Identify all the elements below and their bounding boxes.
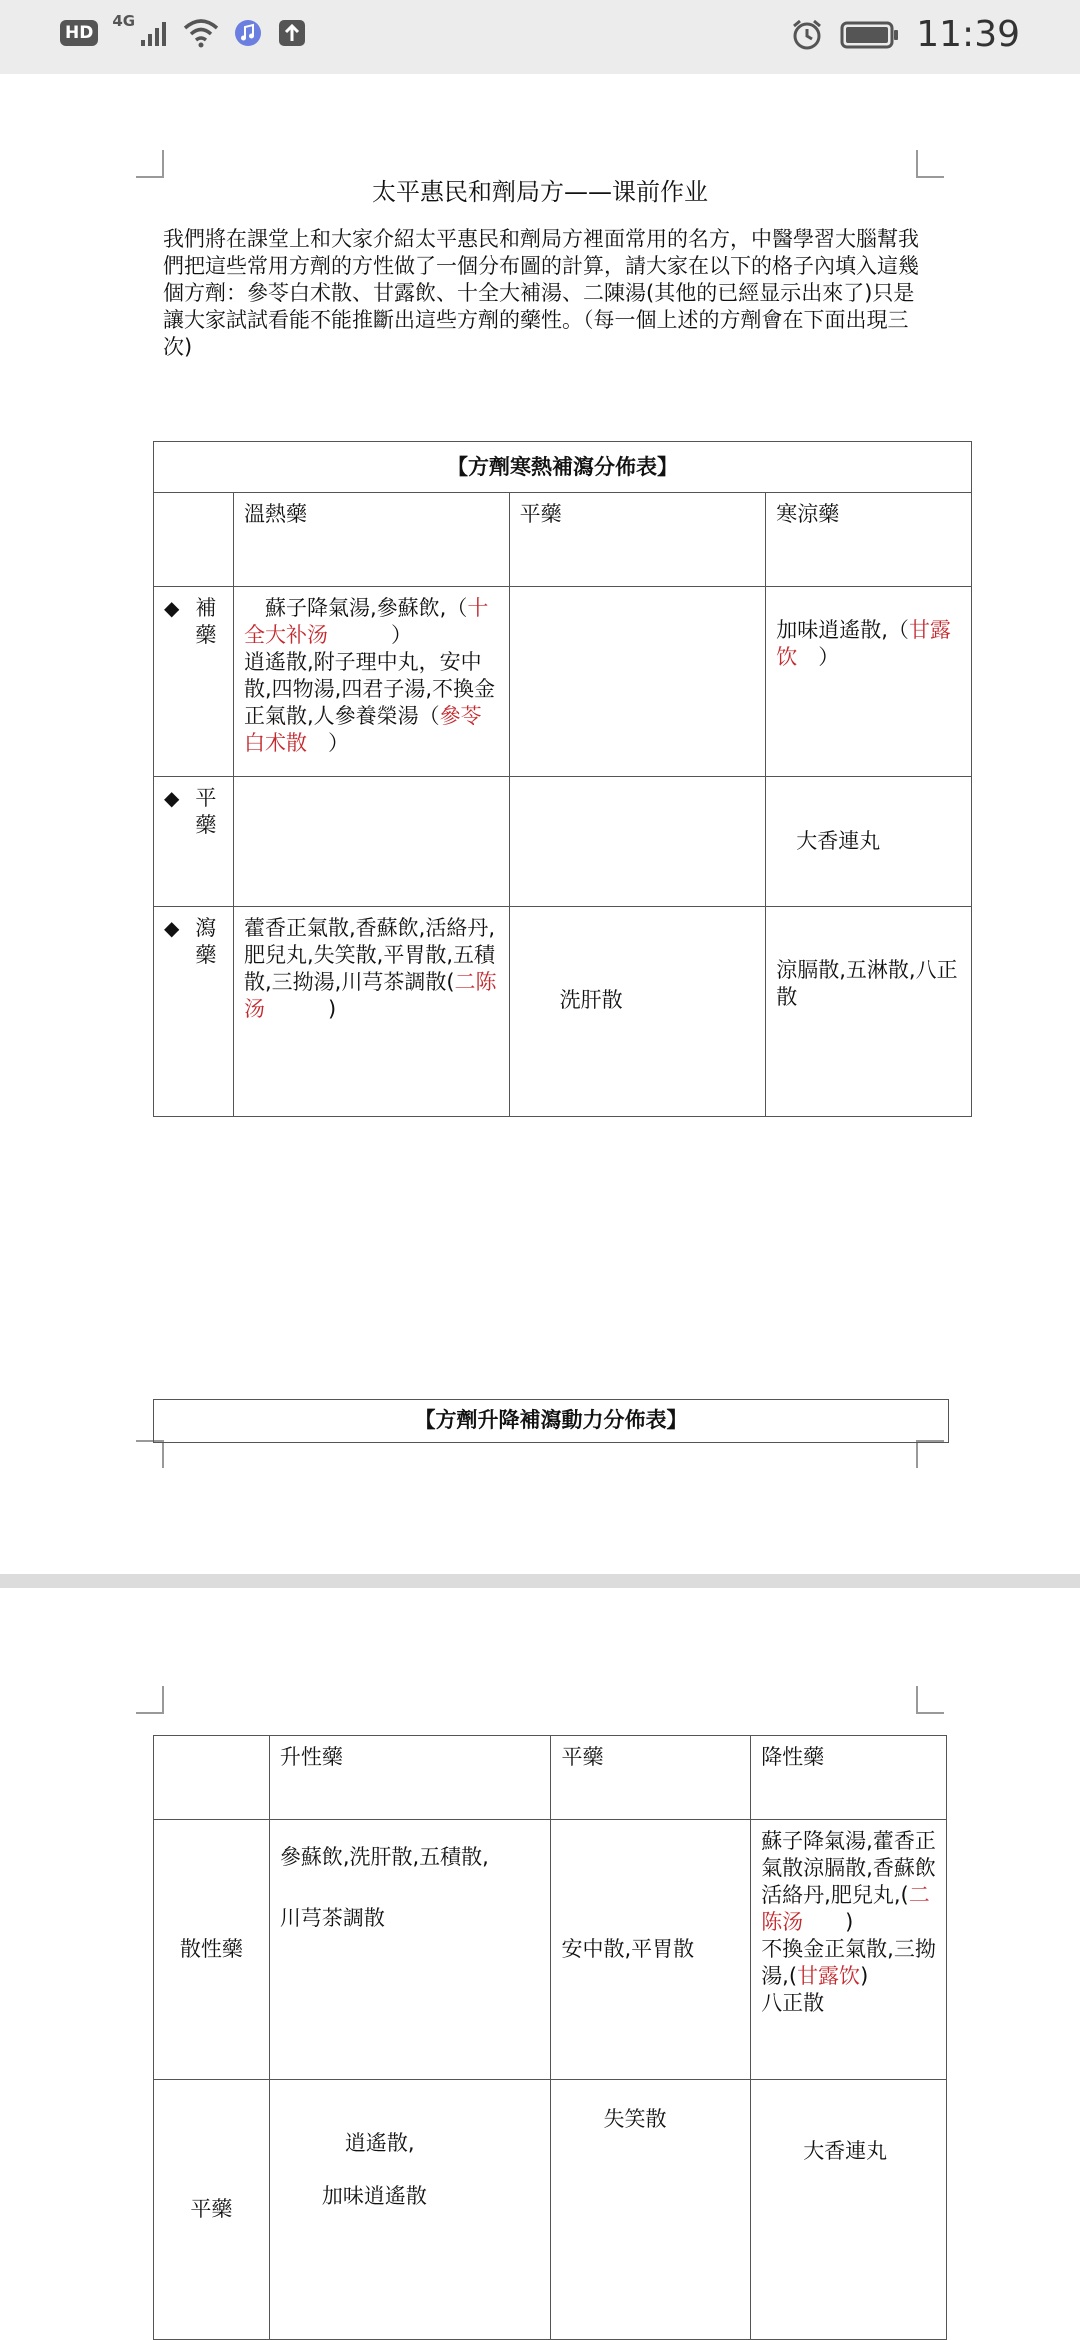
table-cell: 涼膈散,五淋散,八正散: [766, 907, 972, 1117]
cell-text: 不換金正氣散,三拗湯,(: [761, 1937, 936, 1988]
table-cell: [766, 587, 972, 777]
wifi-icon: [183, 18, 219, 48]
row-label-cell: [154, 777, 234, 907]
table-cell: [233, 777, 509, 907]
table-cell: [269, 1820, 551, 2080]
cell-text: ): [860, 1964, 869, 1988]
table-cell: 失笑散: [551, 2080, 751, 2340]
answer-text: 甘露饮: [776, 618, 951, 669]
column-header: 溫熱藥: [233, 493, 509, 587]
cell-text: ): [264, 997, 337, 1021]
cell-text: 蘇子降氣湯,參蘇飲,（: [243, 596, 468, 620]
cell-text: 八正散: [761, 1991, 825, 2015]
row-label-cell: [154, 587, 234, 777]
answer-text: 參苓白术散: [243, 704, 482, 755]
cell-text: ）: [327, 623, 412, 647]
column-header: 平藥: [509, 493, 766, 587]
cell-text: 加味逍遙散,（: [776, 618, 909, 642]
diamond-bullet-icon: ◆: [164, 916, 180, 940]
row-label: 散性藥: [154, 1820, 270, 2080]
answer-text: 十全大补汤: [243, 596, 489, 647]
document-page-2: [0, 1588, 1080, 2340]
table-cell: [509, 777, 766, 907]
document-page-1: [0, 74, 1080, 1574]
status-bar: [0, 0, 1080, 74]
cell-text: ）: [306, 731, 349, 755]
network-type: 4G: [112, 12, 136, 30]
column-header: 降性藥: [751, 1736, 947, 1820]
answer-text: 甘露饮: [797, 1964, 861, 1988]
row-label: 補藥: [195, 596, 217, 647]
cell-text: ): [803, 1910, 854, 1934]
alarm-icon: [790, 18, 824, 52]
table-cell: [269, 2080, 551, 2340]
cell-text: 逍遙散,附子理中丸，安中散,四物湯,四君子湯,不換金正氣散,人參養榮湯（: [243, 650, 496, 728]
table-row: [154, 2080, 947, 2340]
cell-text: 逍遙散,: [344, 2131, 415, 2155]
table-row: [154, 1820, 947, 2080]
table-row: [154, 777, 972, 907]
status-left: [60, 12, 307, 48]
column-header: 升性藥: [269, 1736, 551, 1820]
header-empty: [154, 493, 234, 587]
clock: 11:39: [916, 14, 1020, 55]
crop-mark: [136, 1440, 164, 1468]
diamond-bullet-icon: ◆: [164, 786, 180, 810]
rise-fall-table: [153, 1735, 947, 2340]
cell-text: ）: [797, 645, 840, 669]
cell-text: 蘇子降氣湯,藿香正氣散涼膈散,香蘇飲活絡丹,肥兒丸,(: [761, 1829, 936, 1907]
table-cell: [509, 587, 766, 777]
status-right: [790, 14, 1020, 55]
column-header: 平藥: [551, 1736, 751, 1820]
crop-mark: [136, 1686, 164, 1714]
table-row: [154, 907, 972, 1117]
table-cell: 洗肝散: [509, 907, 766, 1117]
signal-icon: [139, 18, 169, 48]
table-cell: [233, 587, 509, 777]
row-label: 瀉藥: [195, 916, 217, 967]
cold-heat-table: [153, 441, 972, 1117]
table-cell: 安中散,平胃散: [551, 1820, 751, 2080]
diamond-bullet-icon: ◆: [164, 596, 180, 620]
upload-icon: [277, 18, 307, 48]
intro-paragraph: 我們將在課堂上和大家介紹太平惠民和劑局方裡面常用的名方，中醫學習大腦幫我們把這些常用方劑的方性做了一個分布圖的計算，請大家在以下的格子內填入這幾個方劑：參苓白术散、甘露飲、十全大補湯、二陳湯(其他的已經显示出來了)只是讓大家試試看能不能推斷出這些方劑的藥性。（每一個上述的方劑會在下面出現三次): [163, 227, 919, 359]
document-title: 太平惠民和劑局方——课前作业: [372, 178, 708, 206]
column-header: 寒涼藥: [766, 493, 972, 587]
table-cell: [233, 907, 509, 1117]
battery-icon: [840, 20, 900, 50]
cell-text: 參蘇飲,洗肝散,五積散,: [279, 1845, 489, 1869]
cell-text: 藿香正氣散,香蘇飲,活絡丹,肥兒丸,失笑散,平胃散,五積散,三拗湯,川芎茶調散(: [243, 916, 496, 994]
table-cell: [751, 1820, 947, 2080]
cell-text: 川芎茶調散: [279, 1906, 385, 1930]
table-row: [154, 587, 972, 777]
table2-caption: 【方劑升降補瀉動力分佈表】: [153, 1399, 949, 1443]
crop-mark: [916, 1686, 944, 1714]
table-cell: 大香連丸: [766, 777, 972, 907]
crop-mark: [916, 1440, 944, 1468]
hd-badge: HD: [60, 20, 98, 46]
cell-text: 加味逍遙散: [321, 2184, 427, 2208]
table-cell: 大香連丸: [751, 2080, 947, 2340]
music-app-icon: [233, 18, 263, 48]
table-caption: 【方劑寒熱補瀉分佈表】: [154, 442, 972, 493]
header-empty: [154, 1736, 270, 1820]
answer-text: 二陈汤: [761, 1883, 930, 1934]
row-label-cell: [154, 907, 234, 1117]
row-label: 平藥: [154, 2080, 270, 2340]
row-label: 平藥: [195, 786, 217, 837]
answer-text: 二陈汤: [243, 970, 497, 1021]
